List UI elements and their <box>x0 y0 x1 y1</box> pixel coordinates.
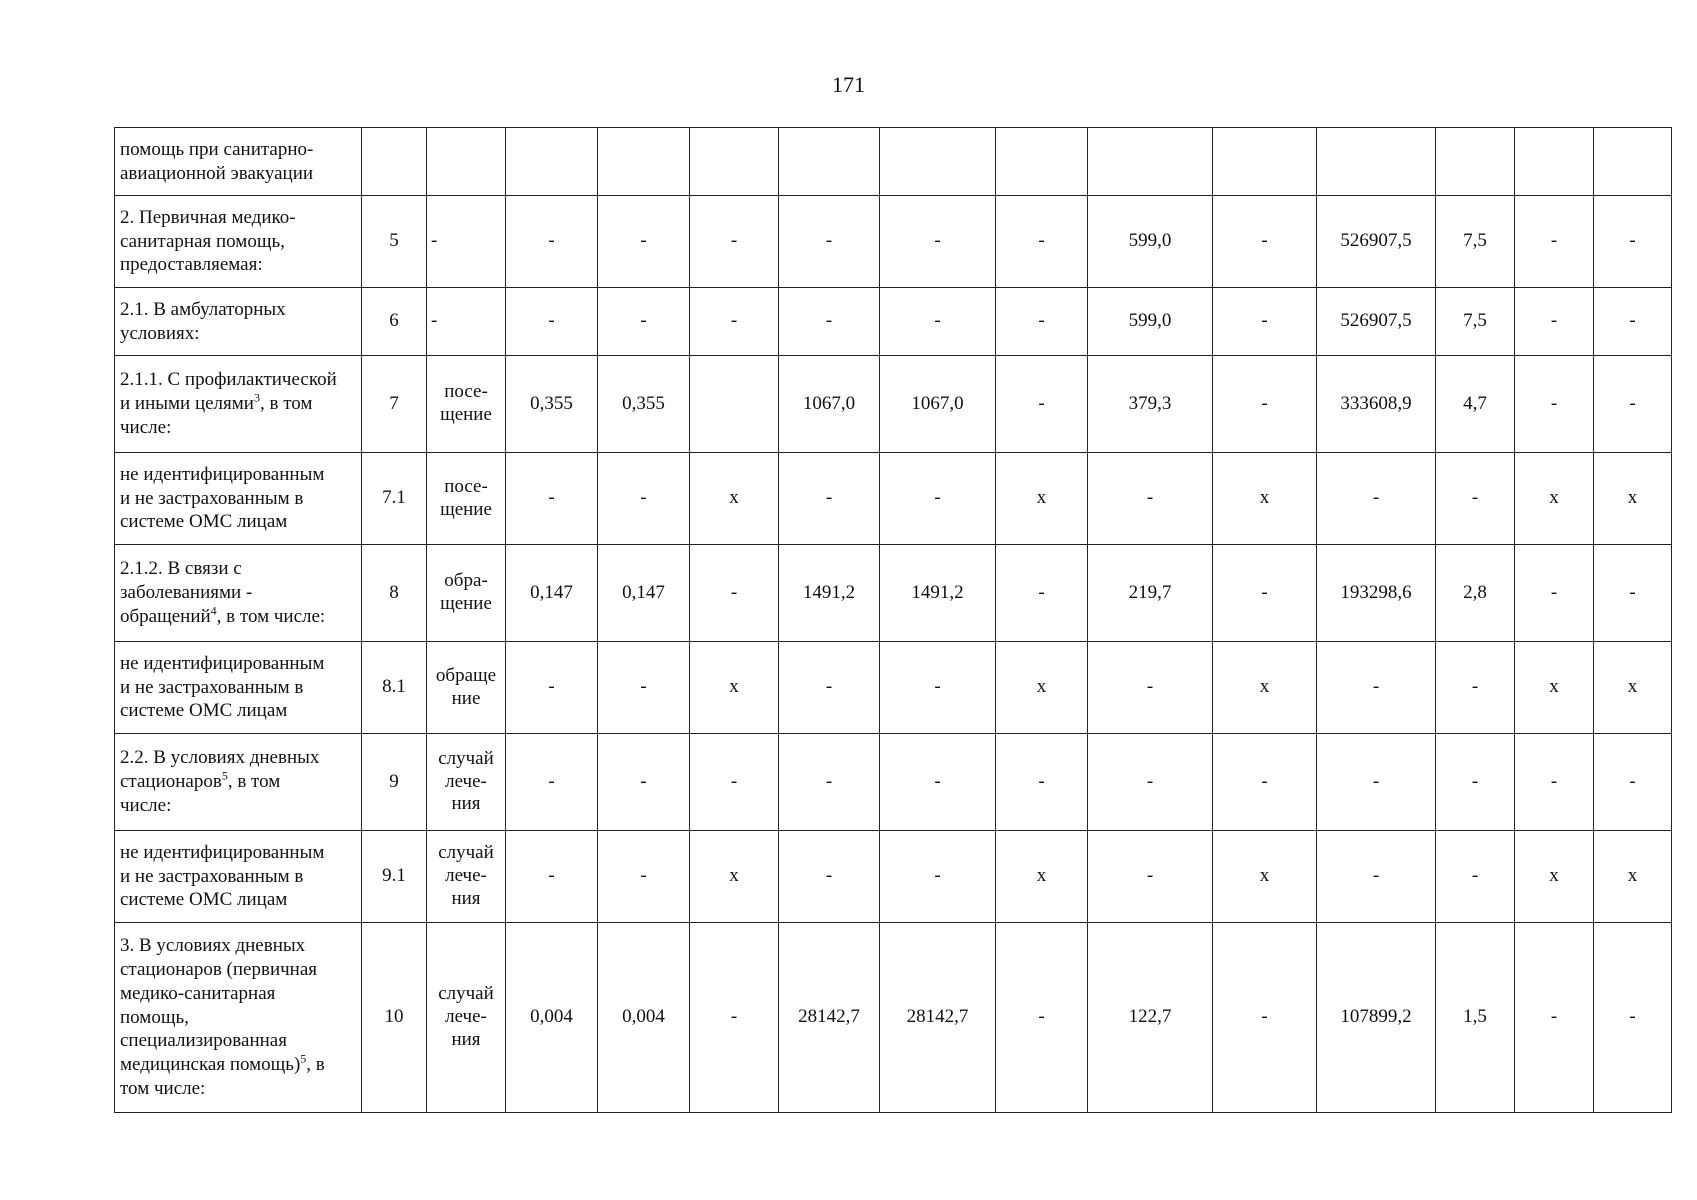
value-cell: 526907,5 <box>1317 196 1436 288</box>
row-number-cell: 9.1 <box>362 831 427 923</box>
row-name-line: , в том <box>259 393 313 415</box>
empty-cell <box>779 128 880 196</box>
table-body <box>115 128 1672 1113</box>
value-cell: - <box>1515 356 1594 453</box>
row-name-cell <box>115 545 362 642</box>
value-cell: - <box>880 196 996 288</box>
value-cell: - <box>1213 288 1317 356</box>
value-cell: 0,355 <box>506 356 598 453</box>
value-cell: х <box>1213 831 1317 923</box>
value-cell: - <box>996 288 1088 356</box>
value-cell: - <box>779 642 880 734</box>
table-row <box>115 196 1672 288</box>
value-cell: - <box>690 196 779 288</box>
value-cell: 4,7 <box>1436 356 1515 453</box>
row-name-line: и не застрахованным в <box>120 865 304 887</box>
row-name-cell <box>115 831 362 923</box>
value-cell: - <box>690 923 779 1113</box>
value-cell: 1067,0 <box>779 356 880 453</box>
table-row <box>115 453 1672 545</box>
empty-cell <box>1213 128 1317 196</box>
value-cell: 122,7 <box>1088 923 1213 1113</box>
value-cell: 1067,0 <box>880 356 996 453</box>
row-name-cell <box>115 196 362 288</box>
empty-cell <box>1436 128 1515 196</box>
value-cell: х <box>1515 642 1594 734</box>
value-cell: х <box>690 453 779 545</box>
value-cell: х <box>1515 453 1594 545</box>
value-cell: 599,0 <box>1088 288 1213 356</box>
empty-cell <box>362 128 427 196</box>
value-cell: - <box>1088 642 1213 734</box>
unit-line: ния <box>451 1028 481 1050</box>
table-row <box>115 642 1672 734</box>
value-cell: - <box>690 545 779 642</box>
unit-cell <box>427 453 506 545</box>
row-name-line: числе: <box>120 416 172 438</box>
value-cell: - <box>1515 196 1594 288</box>
row-number-cell: 10 <box>362 923 427 1113</box>
value-cell: 0,147 <box>506 545 598 642</box>
row-name-line: , в <box>306 1054 325 1076</box>
row-name-line: не идентифицированным <box>120 841 325 863</box>
value-cell: - <box>1213 356 1317 453</box>
value-cell: - <box>1317 734 1436 831</box>
value-cell: - <box>1213 196 1317 288</box>
unit-line: посе- <box>444 381 488 403</box>
page-number: 171 <box>832 72 865 97</box>
row-number-cell: 8.1 <box>362 642 427 734</box>
value-cell: 2,8 <box>1436 545 1515 642</box>
row-name-line: авиационной эвакуации <box>120 162 314 184</box>
unit-line: случай <box>438 842 494 864</box>
value-cell: 28142,7 <box>779 923 880 1113</box>
unit-line: щение <box>440 593 492 614</box>
unit-line: ния <box>451 793 481 815</box>
row-number-cell: 7.1 <box>362 453 427 545</box>
empty-cell <box>880 128 996 196</box>
unit-cell <box>427 356 506 453</box>
value-cell: 28142,7 <box>880 923 996 1113</box>
value-cell: - <box>1594 288 1672 356</box>
value-cell: - <box>779 734 880 831</box>
value-cell: - <box>1594 734 1672 831</box>
value-cell: 7,5 <box>1436 196 1515 288</box>
row-name-line: системе ОМС лицам <box>120 889 288 911</box>
row-name-cell <box>115 642 362 734</box>
value-cell: - <box>1436 734 1515 831</box>
value-cell: - <box>996 545 1088 642</box>
unit-line: - <box>431 230 438 252</box>
value-cell: - <box>1594 923 1672 1113</box>
row-number-cell: 9 <box>362 734 427 831</box>
row-name-line: не идентифицированным <box>120 463 325 485</box>
value-cell: 0,355 <box>598 356 690 453</box>
value-cell: 0,004 <box>598 923 690 1113</box>
row-name-line: , в том <box>227 771 281 793</box>
value-cell: - <box>506 196 598 288</box>
value-cell: - <box>880 642 996 734</box>
row-name-line: , в том числе: <box>216 605 326 627</box>
empty-cell <box>427 128 506 196</box>
row-name-cell <box>115 734 362 831</box>
value-cell: 7,5 <box>1436 288 1515 356</box>
empty-cell <box>690 128 779 196</box>
table-row <box>115 831 1672 923</box>
value-cell: - <box>1515 545 1594 642</box>
value-cell: х <box>1515 831 1594 923</box>
value-cell: - <box>779 196 880 288</box>
row-number-cell: 6 <box>362 288 427 356</box>
value-cell: 193298,6 <box>1317 545 1436 642</box>
row-name-line: том числе: <box>120 1077 206 1099</box>
value-cell: - <box>1515 923 1594 1113</box>
row-name-line: стационаров <box>120 771 222 793</box>
unit-cell <box>427 642 506 734</box>
row-name-line: предоставляемая: <box>120 254 263 276</box>
row-name-cell <box>115 288 362 356</box>
value-cell: 219,7 <box>1088 545 1213 642</box>
value-cell: х <box>996 831 1088 923</box>
unit-line: случай <box>438 983 494 1005</box>
value-cell: - <box>1317 453 1436 545</box>
value-cell: - <box>598 453 690 545</box>
value-cell: - <box>1594 356 1672 453</box>
row-name-line: медицинская помощь) <box>120 1054 301 1076</box>
value-cell: - <box>1436 642 1515 734</box>
value-cell: - <box>506 642 598 734</box>
value-cell: 0,004 <box>506 923 598 1113</box>
value-cell: х <box>1594 453 1672 545</box>
value-cell: - <box>996 734 1088 831</box>
data-table <box>114 127 1672 1113</box>
empty-cell <box>506 128 598 196</box>
row-number-cell: 7 <box>362 356 427 453</box>
value-cell: - <box>1213 923 1317 1113</box>
row-name-line: помощь, <box>120 1006 189 1028</box>
unit-cell <box>427 923 506 1113</box>
row-name-line: 2.1.2. В связи с <box>120 558 242 580</box>
value-cell <box>690 356 779 453</box>
row-name-line: системе ОМС лицам <box>120 511 288 533</box>
value-cell: - <box>996 196 1088 288</box>
row-name-line: 2. Первичная медико- <box>120 206 296 228</box>
row-name-line: 3. В условиях дневных <box>120 935 306 957</box>
value-cell: 1491,2 <box>779 545 880 642</box>
value-cell: - <box>598 831 690 923</box>
footnote-ref: 4 <box>210 603 217 618</box>
value-cell: х <box>996 453 1088 545</box>
value-cell: х <box>1594 642 1672 734</box>
table-row <box>115 923 1672 1113</box>
value-cell: - <box>1594 196 1672 288</box>
value-cell: 333608,9 <box>1317 356 1436 453</box>
value-cell: - <box>1436 453 1515 545</box>
value-cell: - <box>1213 734 1317 831</box>
value-cell: - <box>506 831 598 923</box>
value-cell: - <box>1594 545 1672 642</box>
row-name-cell <box>115 923 362 1113</box>
row-name-cell <box>115 128 362 196</box>
row-number-cell: 8 <box>362 545 427 642</box>
footnote-ref: 3 <box>253 390 260 405</box>
unit-line: обра- <box>444 570 488 592</box>
unit-line: щение <box>440 498 492 520</box>
value-cell: - <box>880 734 996 831</box>
value-cell: - <box>1088 734 1213 831</box>
footnote-ref: 5 <box>300 1051 307 1066</box>
empty-cell <box>1317 128 1436 196</box>
value-cell: - <box>996 356 1088 453</box>
row-name-line: и не застрахованным в <box>120 676 304 698</box>
table-row <box>115 545 1672 642</box>
value-cell: - <box>1436 831 1515 923</box>
row-name-line: числе: <box>120 794 172 816</box>
unit-line: ния <box>451 887 481 909</box>
value-cell: - <box>880 453 996 545</box>
empty-cell <box>1594 128 1672 196</box>
value-cell: - <box>1213 545 1317 642</box>
value-cell: 526907,5 <box>1317 288 1436 356</box>
row-name-line: заболеваниями - <box>120 582 253 604</box>
value-cell: 1,5 <box>1436 923 1515 1113</box>
value-cell: - <box>598 196 690 288</box>
value-cell: - <box>880 831 996 923</box>
row-name-cell <box>115 356 362 453</box>
empty-cell <box>996 128 1088 196</box>
unit-line: - <box>431 310 438 332</box>
unit-line: ние <box>451 687 481 709</box>
row-name-line: 2.1. В амбулаторных <box>120 298 286 320</box>
value-cell: х <box>1594 831 1672 923</box>
unit-line: случай <box>438 747 494 769</box>
value-cell: х <box>996 642 1088 734</box>
footnote-ref: 5 <box>221 768 228 783</box>
value-cell: - <box>506 288 598 356</box>
row-name-cell <box>115 453 362 545</box>
value-cell: х <box>1213 642 1317 734</box>
unit-line: щение <box>440 404 492 425</box>
value-cell: - <box>779 831 880 923</box>
unit-line: лече- <box>445 770 487 792</box>
value-cell: - <box>598 734 690 831</box>
table-row <box>115 356 1672 453</box>
table-row <box>115 128 1672 196</box>
value-cell: - <box>1088 831 1213 923</box>
value-cell: - <box>1088 453 1213 545</box>
unit-cell <box>427 545 506 642</box>
value-cell: - <box>1317 831 1436 923</box>
unit-cell <box>427 196 506 288</box>
row-name-line: стационаров (первичная <box>120 959 318 981</box>
value-cell: 599,0 <box>1088 196 1213 288</box>
value-cell: - <box>1515 288 1594 356</box>
row-name-line: медико-санитарная <box>120 982 276 1004</box>
unit-line: лече- <box>445 1006 487 1028</box>
row-name-line: помощь при санитарно- <box>120 138 314 160</box>
value-cell: - <box>996 923 1088 1113</box>
unit-line: посе- <box>444 475 488 497</box>
value-cell: 379,3 <box>1088 356 1213 453</box>
value-cell: х <box>690 642 779 734</box>
value-cell: х <box>1213 453 1317 545</box>
row-name-line: системе ОМС лицам <box>120 700 288 722</box>
value-cell: - <box>506 453 598 545</box>
value-cell: 0,147 <box>598 545 690 642</box>
value-cell: 1491,2 <box>880 545 996 642</box>
empty-cell <box>598 128 690 196</box>
row-number-cell: 5 <box>362 196 427 288</box>
unit-cell <box>427 288 506 356</box>
empty-cell <box>1088 128 1213 196</box>
value-cell: - <box>779 453 880 545</box>
value-cell: 107899,2 <box>1317 923 1436 1113</box>
value-cell: - <box>779 288 880 356</box>
table-row <box>115 734 1672 831</box>
unit-line: обраще <box>435 664 497 686</box>
value-cell: - <box>880 288 996 356</box>
row-name-line: 2.1.1. С профилактической <box>120 369 337 391</box>
row-name-line: 2.2. В условиях дневных <box>120 747 320 769</box>
unit-cell <box>427 734 506 831</box>
value-cell: - <box>1317 642 1436 734</box>
row-name-line: обращений <box>120 605 211 627</box>
value-cell: - <box>598 642 690 734</box>
value-cell: х <box>690 831 779 923</box>
row-name-line: не идентифицированным <box>120 652 325 674</box>
value-cell: - <box>690 734 779 831</box>
value-cell: - <box>506 734 598 831</box>
table-row <box>115 288 1672 356</box>
row-name-line: и иными целями <box>120 393 254 415</box>
row-name-line: специализированная <box>120 1030 287 1052</box>
unit-cell <box>427 831 506 923</box>
value-cell: - <box>598 288 690 356</box>
row-name-line: санитарная помощь, <box>120 230 285 252</box>
row-name-line: условиях: <box>120 322 200 344</box>
value-cell: - <box>1515 734 1594 831</box>
empty-cell <box>1515 128 1594 196</box>
unit-line: лече- <box>445 865 487 887</box>
value-cell: - <box>690 288 779 356</box>
row-name-line: и не застрахованным в <box>120 487 304 509</box>
